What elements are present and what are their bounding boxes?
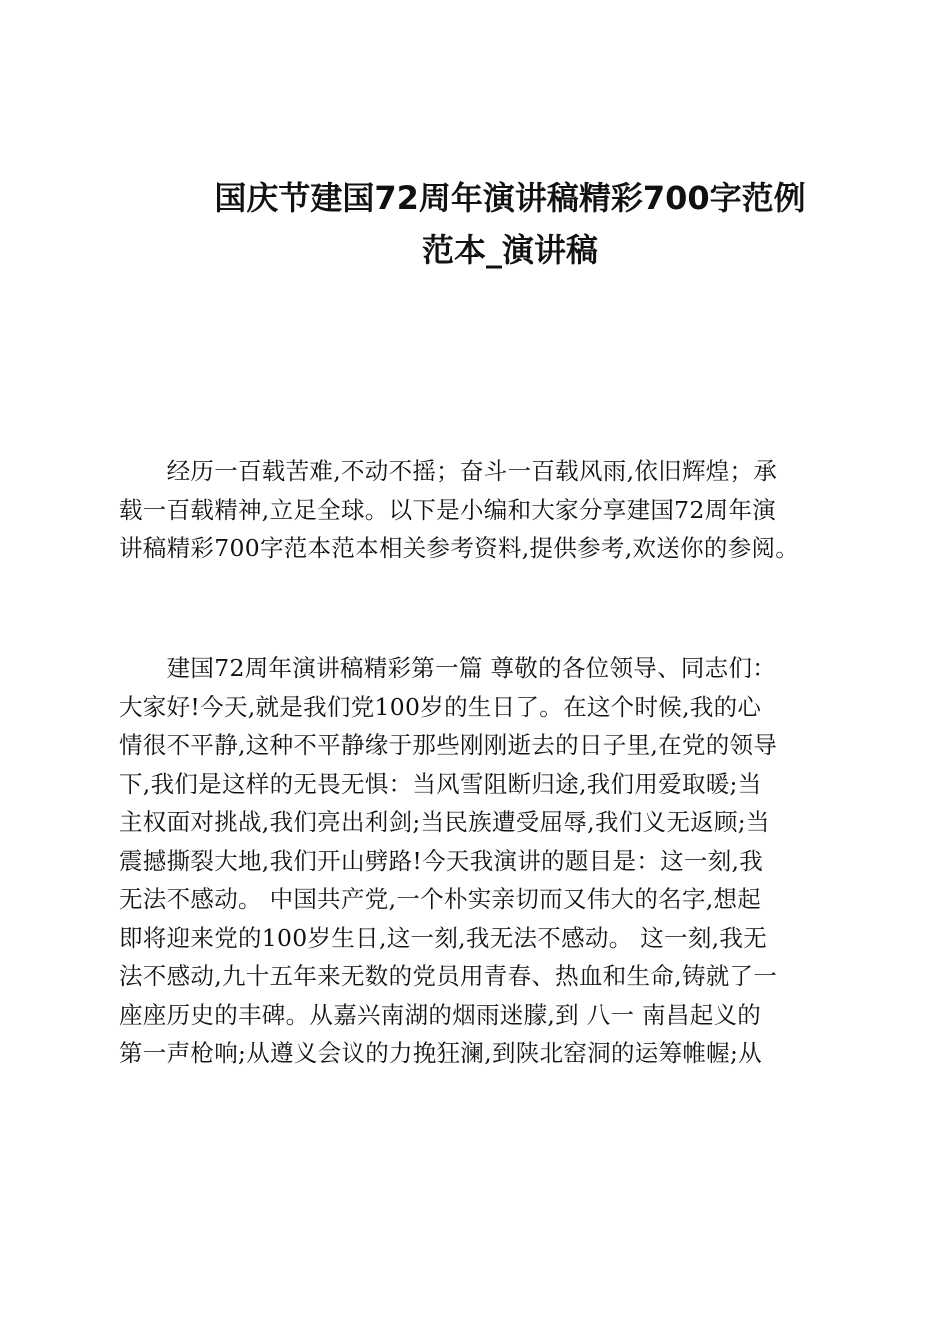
title-line: 范本_演讲稿 (421, 231, 598, 269)
document-title (150, 172, 870, 276)
paragraph-line: 座座历史的丰碑。从嘉兴南湖的烟雨迷朦,到 八一 南昌起义的 (119, 1000, 762, 1029)
paragraph-line: 法不感动,九十五年来无数的党员用青春、热血和生命,铸就了一 (119, 962, 778, 990)
paragraph-line: 第一声枪响;从遵义会议的力挽狂澜,到陕北窑洞的运筹帷幄;从 (119, 1039, 763, 1067)
paragraph-line: 讲稿精彩700字范本范本相关参考资料,提供参考,欢送你的参阅。 (119, 534, 800, 562)
paragraph-line: 即将迎来党的100岁生日,这一刻,我无法不感动。 这一刻,我无 (119, 923, 768, 952)
paragraph-line: 大家好!今天,就是我们党100岁的生日了。在这个时候,我的心 (119, 692, 762, 721)
paragraph-line: 主权面对挑战,我们亮出利剑;当民族遭受屈辱,我们义无返顾;当 (119, 808, 770, 836)
intro-paragraph (119, 452, 839, 568)
paragraph-line: 载一百载精神,立足全球。以下是小编和大家分享建国72周年演 (119, 495, 777, 524)
paragraph-line: 无法不感动。 中国共产党,一个朴实亲切而又伟大的名字,想起 (119, 885, 762, 913)
paragraph-line: 情很不平静,这种不平静缘于那些刚刚逝去的日子里,在党的领导 (119, 731, 778, 759)
title-line: 国庆节建国72周年演讲稿精彩700字范例 (214, 179, 806, 217)
speech-paragraph (119, 649, 839, 1073)
paragraph-line: 经历一百载苦难,不动不摇；奋斗一百载风雨,依旧辉煌；承 (119, 457, 778, 485)
paragraph-line: 下,我们是这样的无畏无惧：当风雪阻断归途,我们用爱取暖;当 (119, 769, 762, 798)
paragraph-line: 建国72周年演讲稿精彩第一篇 尊敬的各位领导、同志们： (119, 654, 777, 682)
paragraph-line: 震撼撕裂大地,我们开山劈路!今天我演讲的题目是：这一刻,我 (119, 846, 764, 875)
